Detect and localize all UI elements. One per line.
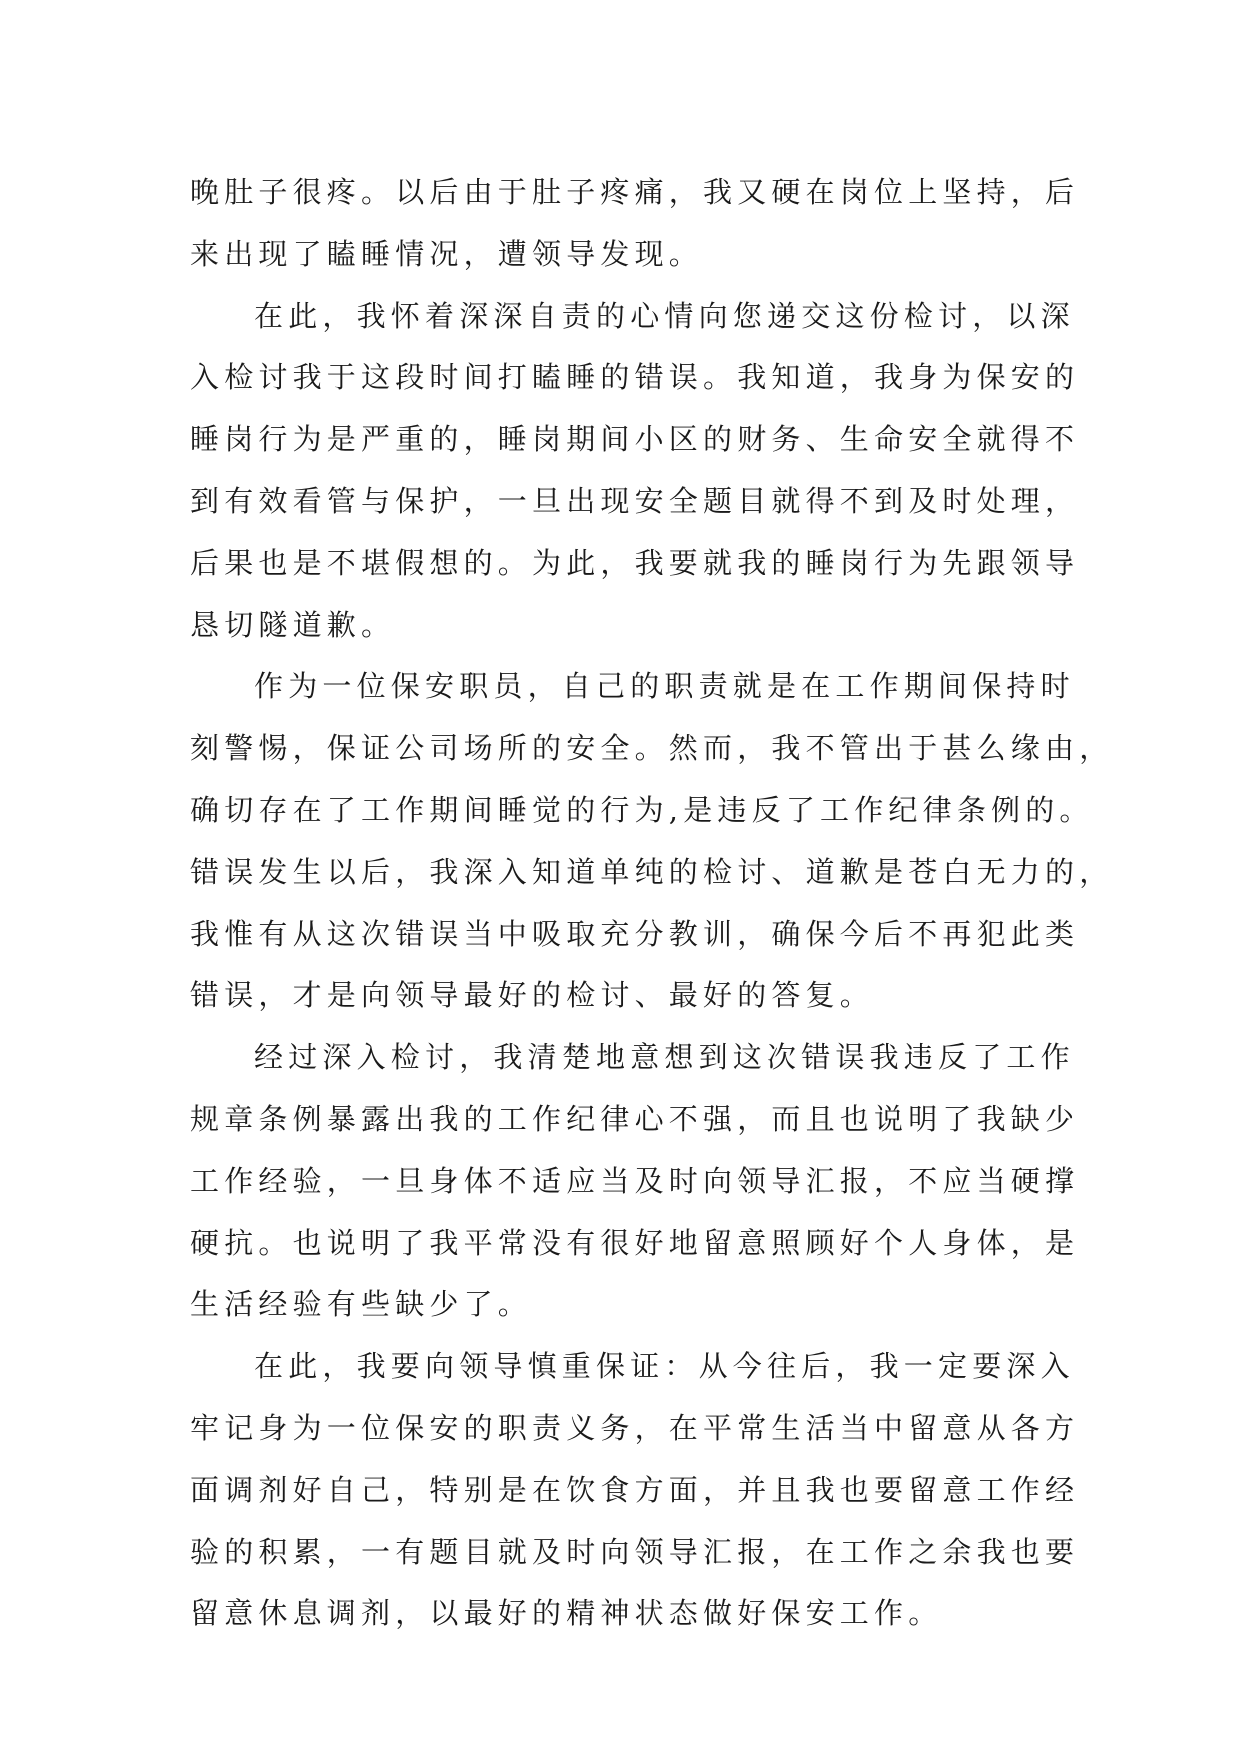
text-line: 生活经验有些缺少了。 (190, 1287, 533, 1322)
text-line: 到有效看管与保护，一旦出现安全题目就得不到及时处理， (190, 483, 1080, 518)
paragraph (190, 162, 1080, 286)
paragraph (190, 1027, 1080, 1336)
text-line: 晚肚子很疼。以后由于肚子疼痛，我又硬在岗位上坚持，后 (190, 175, 1080, 209)
paragraph (190, 1336, 1080, 1645)
text-line: 经过深入检讨，我清楚地意想到这次错误我违反了工作 (254, 1040, 1075, 1075)
text-line: 牢记身为一位保安的职责义务，在平常生活当中留意从各方 (190, 1410, 1080, 1445)
paragraph (190, 656, 1114, 1027)
text-line: 规章条例暴露出我的工作纪律心不强，而且也说明了我缺少 (190, 1101, 1080, 1136)
text-line: 留意休息调剂，以最好的精神状态做好保安工作。 (190, 1596, 943, 1631)
text-line: 错误发生以后，我深入知道单纯的检讨、道歉是苍白无力的， (190, 854, 1114, 889)
text-line: 刻警惕，保证公司场所的安全。然而，我不管出于甚么缘由， (190, 731, 1114, 766)
text-line: 在此，我要向领导慎重保证：从今往后，我一定要深入 (254, 1349, 1075, 1384)
text-line: 硬抗。也说明了我平常没有很好地留意照顾好个人身体，是 (190, 1225, 1080, 1260)
text-line: 恳切隧道歉。 (190, 607, 396, 642)
text-line: 工作经验，一旦身体不适应当及时向领导汇报，不应当硬撑 (190, 1163, 1080, 1198)
text-line: 睡岗行为是严重的，睡岗期间小区的财务、生命安全就得不 (190, 422, 1080, 457)
document-body (190, 162, 1114, 1645)
text-line: 验的积累，一有题目就及时向领导汇报，在工作之余我也要 (190, 1534, 1080, 1569)
text-line: 错误，才是向领导最好的检讨、最好的答复。 (190, 978, 875, 1013)
text-line: 我惟有从这次错误当中吸取充分教训，确保今后不再犯此类 (190, 916, 1080, 951)
text-line: 后果也是不堪假想的。为此，我要就我的睡岗行为先跟领导 (190, 545, 1080, 580)
text-line: 作为一位保安职员，自己的职责就是在工作期间保持时 (254, 669, 1075, 704)
text-line: 面调剂好自己，特别是在饮食方面，并且我也要留意工作经 (190, 1472, 1080, 1507)
text-line: 入检讨我于这段时间打瞌睡的错误。我知道，我身为保安的 (190, 360, 1080, 395)
paragraph (190, 286, 1080, 657)
text-line: 确切存在了工作期间睡觉的行为,是违反了工作纪律条例的。 (190, 792, 1094, 827)
text-line: 来出现了瞌睡情况，遭领导发现。 (190, 236, 704, 271)
text-line: 在此，我怀着深深自责的心情向您递交这份检讨，以深 (254, 298, 1075, 333)
